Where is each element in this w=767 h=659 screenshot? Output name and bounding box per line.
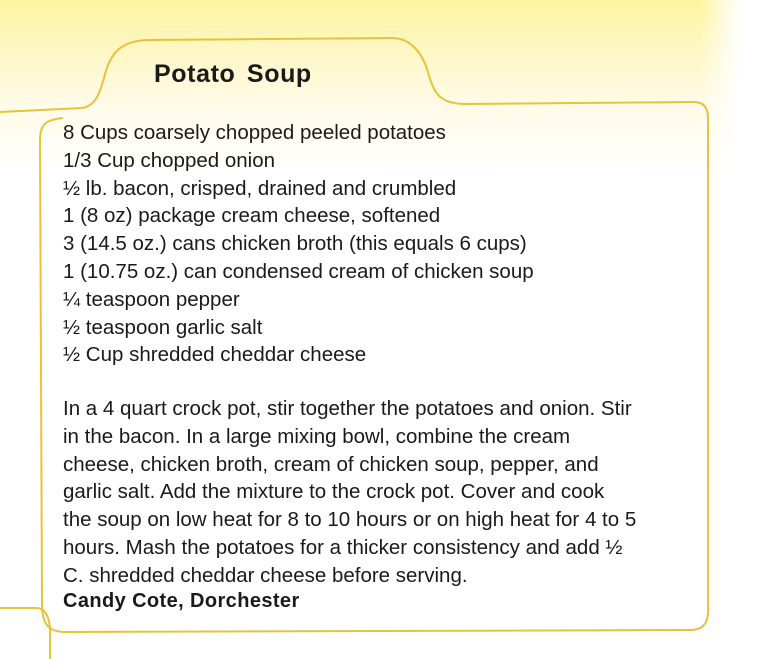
ingredient-item: 1 (8 oz) package cream cheese, softened (63, 204, 441, 228)
ingredient-item: ½ teaspoon garlic salt (63, 315, 263, 339)
recipe-author: Candy Cote, Dorchester (63, 590, 300, 612)
ingredient-item: ½ lb. bacon, crisped, drained and crumbled (63, 176, 457, 200)
ingredient-item: 1/3 Cup chopped onion (63, 148, 276, 172)
ingredient-item: ½ Cup shredded cheddar cheese (63, 343, 367, 367)
ingredient-list (63, 119, 534, 369)
card-tab-border (0, 38, 708, 118)
recipe-directions: In a 4 quart crock pot, stir together the potatoes and onion. Stir in the bacon. In a large mixing bowl, combine the cream cheese, chicken broth, cream of chicken soup, pepper, and garlic salt. Add the mixture to the crock pot. Cover and cook the soup on low heat for 8 to 10 hours or on high heat for 4 to 5 hours. Mash the potatoes for a thicker consistency and add ½ C. shredded cheddar cheese before serving. (63, 397, 637, 587)
ingredient-item: 3 (14.5 oz.) cans chicken broth (this equals 6 cups) (63, 232, 527, 256)
recipe-title: Potato Soup (154, 60, 312, 88)
ingredient-item: ¼ teaspoon pepper (63, 287, 240, 311)
ingredient-item: 1 (10.75 oz.) can condensed cream of chicken soup (63, 259, 534, 283)
ingredient-item: 8 Cups coarsely chopped peeled potatoes (63, 121, 446, 144)
